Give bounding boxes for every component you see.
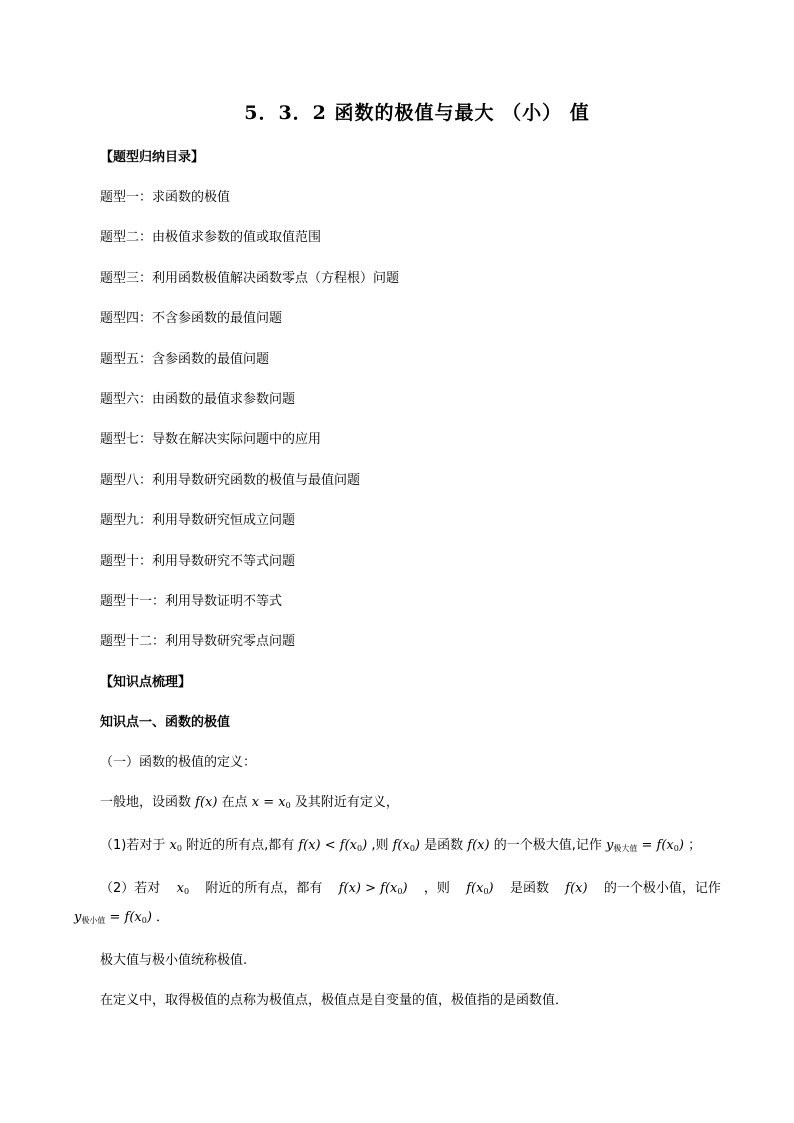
- formula-max-notation: $y_{极大值} = f(x_0)$: [606, 837, 684, 853]
- toc-item: 题型七：导数在解决实际问题中的应用: [100, 432, 322, 448]
- toc-item: 题型八：利用导数研究函数的极值与最值问题: [100, 472, 361, 488]
- intro-paragraph: 一般地，设函数 f(x) 在点 $x = x_0$ 及其附近有定义，: [100, 794, 399, 810]
- formula-inequality-max: $f(x) < f(x_0)$: [298, 837, 368, 853]
- toc-item: 题型六：由函数的最值求参数问题: [100, 391, 296, 407]
- toc-item: 题型一：求函数的极值: [100, 190, 231, 205]
- formula-inequality-min: $f(x) > f(x_0)$: [338, 880, 408, 896]
- summary-text: 极大值与极小值统称极值.: [100, 952, 248, 968]
- document-body: [74, 148, 725, 1031]
- formula-min-notation: $y_{极小值} = f(x_0)$: [74, 909, 152, 925]
- definition-note: 在定义中，取得极值的点称为极值点，极值点是自变量的值，极值指的是函数值．: [100, 992, 569, 1008]
- toc-item: 题型九：利用导数研究恒成立问题: [100, 513, 296, 529]
- toc-item: 题型三：利用函数极值解决函数零点（方程根）问题: [100, 270, 400, 286]
- toc-heading: 【题型归纳目录】: [100, 150, 205, 165]
- definition-minimum: （2）若对 $x_0$ 附近的所有点，都有 $f(x) > f(x_0)$ ，则 $f(x_0)$ 是函数 f(x) 的一个极小值，记作 $y_{极小值} = f(x_0)$ ．: [74, 880, 721, 925]
- definition-maximum: （1)若对于 $x_0$ 附近的所有点,都有 $f(x) < f(x_0)$ ,则 $f(x_0)$ 是函数 f(x) 的一个极大值,记作 $y_{极大值} = f(x_0)$ ；: [100, 837, 702, 853]
- knowledge-point-title: 知识点一、函数的极值: [100, 714, 231, 730]
- toc-list: [100, 188, 725, 652]
- formula-fx: f(x): [195, 794, 218, 810]
- toc-item: 题型二：由极值求参数的值或取值范围: [100, 230, 322, 246]
- page-title: 5．3．2 函数的极值与最大 （小） 值: [244, 102, 590, 124]
- toc-item: 题型十二：利用导数研究零点问题: [100, 634, 296, 650]
- knowledge-heading: 【知识点梳理】: [100, 674, 192, 690]
- toc-item: 题型四：不含参函数的最值问题: [100, 311, 283, 327]
- formula-condition: $x = x_0$: [251, 794, 291, 810]
- definition-subheading: （一）函数的极值的定义：: [100, 754, 257, 770]
- toc-item: 题型十：利用导数研究不等式问题: [100, 553, 296, 569]
- toc-item: 题型十一：利用导数证明不等式: [100, 593, 283, 609]
- toc-item: 题型五：含参函数的最值问题: [100, 351, 270, 367]
